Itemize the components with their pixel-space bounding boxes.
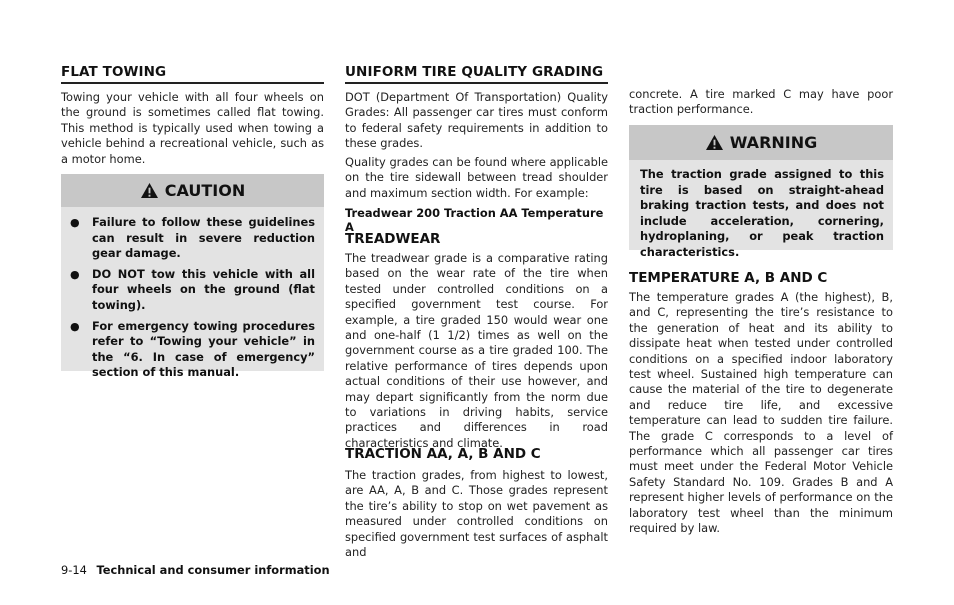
warning-title: WARNING	[729, 133, 818, 152]
section-title: Technical and consumer information	[96, 563, 330, 577]
paragraph-treadwear: The treadwear grade is a comparative rating based on the wear rate of the tire when tested under controlled conditions on a specified government test course. For example, a tire graded 150 would wear one and one-half (1 1/2) times as well on the government course as a tire graded 100. The relative performance of tires depends upon actual conditions of their use however, and may depart significantly from the norm due to variations in driving habits, service practices and differences in road characteristics and climate.	[345, 251, 608, 450]
warning-triangle-icon	[140, 182, 159, 199]
paragraph-traction-continued: concrete. A tire marked C may have poor traction performance.	[629, 87, 893, 117]
heading-temperature: TEMPERATURE A, B AND C	[629, 270, 828, 286]
paragraph-temperature: The temperature grades A (the highest), B, and C, representing the tire’s resistance to the generation of heat and its ability to dissipate heat when tested under controlled conditions on a specified indoor laboratory test wheel. Sustained high temperature can cause the material of the tire to degenerate and reduce tire life, and excessive temperature can lead to sudden tire failure. The grade C corresponds to a level of performance which all passenger car tires must meet under the Federal Motor Vehicle Safety Standard No. 109. Grades B and A represent higher levels of performance on the laboratory test wheel than the minimum required by law.	[629, 290, 893, 536]
page-number: 9-14	[61, 563, 87, 577]
heading-traction: TRACTION AA, A, B AND C	[345, 446, 541, 462]
warning-triangle-icon	[705, 134, 724, 151]
caution-box	[61, 174, 324, 380]
caution-item: ● For emergency towing procedures refer to “Towing your vehicle” in the “6. In case of emergency” section of this manual.	[70, 318, 315, 380]
warning-header	[629, 125, 893, 160]
paragraph-dot-grades: DOT (Department Of Transportation) Quality Grades: All passenger car tires must conform to federal safety requirements in addition to these grades.	[345, 90, 608, 151]
heading-treadwear: TREADWEAR	[345, 231, 441, 247]
warning-text: The traction grade assigned to this tire is based on straight-ahead braking traction tests, and does not include acceleration, cornering, hydroplaning, or peak traction characteristics.	[640, 167, 884, 259]
heading-flat-towing: FLAT TOWING	[61, 64, 324, 84]
paragraph-traction: The traction grades, from highest to lowest, are AA, A, B and C. Those grades represent the tire’s ability to stop on wet pavement as measured under controlled conditions on specified government test surfaces of asphalt and	[345, 468, 608, 560]
caution-title: CAUTION	[164, 181, 246, 200]
page-footer	[61, 563, 330, 577]
heading-uniform-tire-quality-grading: UNIFORM TIRE QUALITY GRADING	[345, 64, 608, 84]
caution-list	[70, 215, 315, 386]
caution-item: ● Failure to follow these guidelines can result in severe reduction gear damage.	[70, 215, 315, 261]
grade-example: Treadwear 200 Traction AA Temperature A	[345, 206, 604, 234]
paragraph-flat-towing: Towing your vehicle with all four wheels on the ground is sometimes called flat towing. This method is typically used when towing a vehicle behind a recreational vehicle, such as a motor home.	[61, 90, 324, 166]
caution-header	[61, 174, 324, 207]
caution-item: ● DO NOT tow this vehicle with all four wheels on the ground (flat towing).	[70, 266, 315, 312]
paragraph-grade-location: Quality grades can be found where applicable on the tire sidewall between tread shoulder and maximum section width. For example:	[345, 155, 608, 200]
warning-box	[629, 125, 893, 259]
